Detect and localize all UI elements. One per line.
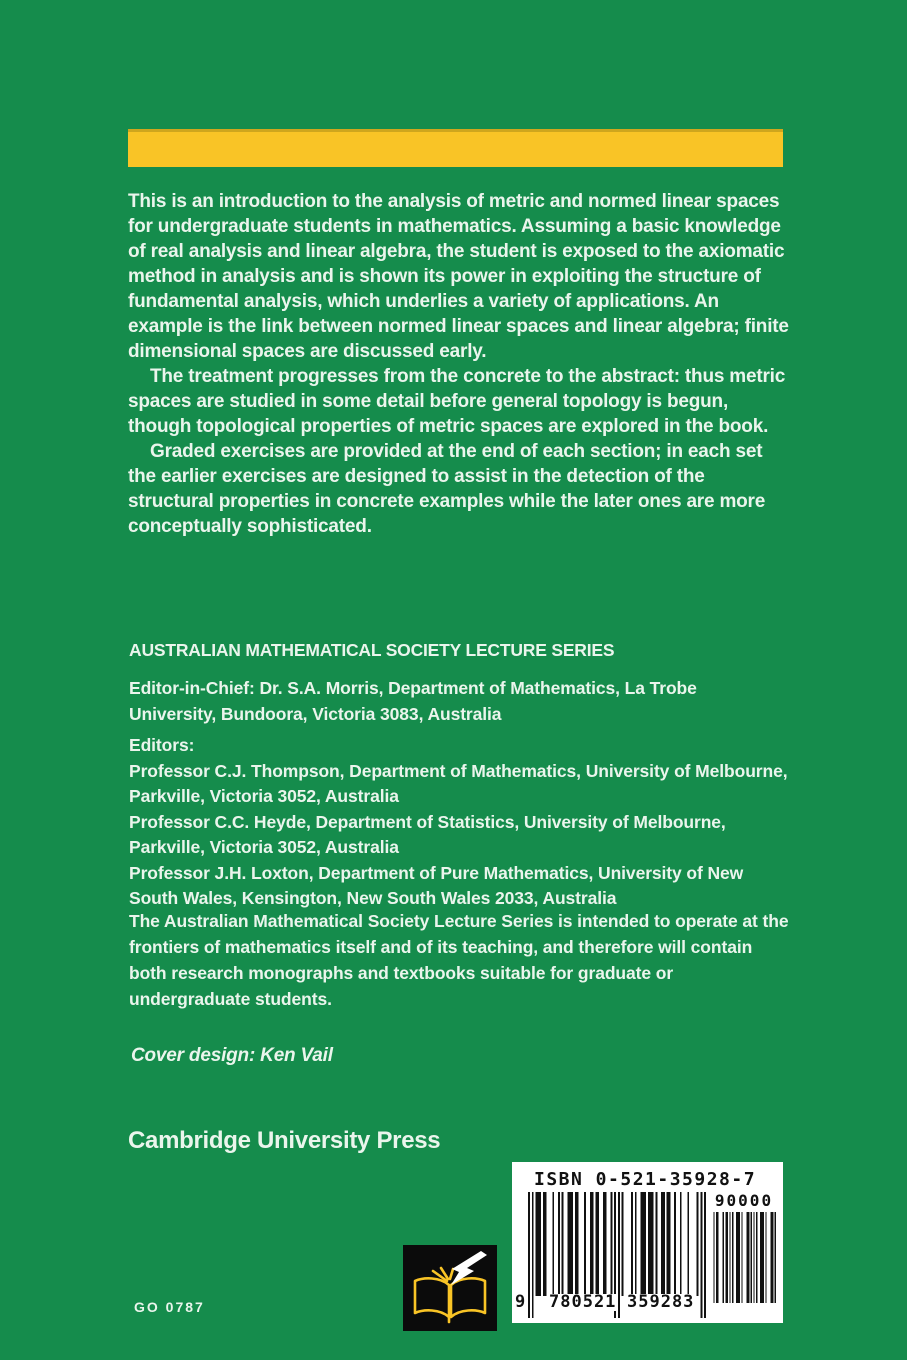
cover-design-credit: Cover design: Ken Vail: [131, 1045, 333, 1066]
blurb-paragraph-1: This is an introduction to the analysis of metric and normed linear spaces for undergraduate students in mathematics. Assuming a basic knowledge of real analysis and linear algebra, the student is exposed to the axiomatic method in analysis and is shown its power in exploiting the structure of fundamental analysis, which underlies a variety of applications. An example is the link between normed linear spaces and linear algebra; finite dimensional spaces are discussed early.: [128, 191, 789, 362]
ean-digit-group: 9: [515, 1292, 527, 1312]
editor-entry: Professor C.J. Thompson, Department of Mathematics, University of Melbourne, Parkville, Victoria 3052, Australia: [129, 760, 788, 806]
blurb-paragraph-2: The treatment progresses from the concrete to the abstract: thus metric spaces are studied in some detail before general topology is begun, though topological properties of metric spaces are explored in the book.: [128, 366, 786, 437]
publisher-logo: [403, 1245, 497, 1331]
editor-entry: Professor J.H. Loxton, Department of Pure Mathematics, University of New South Wales, Kensington, New South Wales 2033, Australia: [129, 862, 744, 908]
ean-digit-group: 780521: [549, 1292, 617, 1312]
publisher-name: Cambridge University Press: [128, 1127, 441, 1154]
editor-in-chief: Editor-in-Chief: Dr. S.A. Morris, Department of Mathematics, La Trobe University, Bundoora, Victoria 3083, Australia: [129, 678, 697, 724]
series-about: The Australian Mathematical Society Lecture Series is intended to operate at the frontiers of mathematics itself and of its teaching, and therefore will contain both research monographs and textbooks suitable for graduate or undergraduate students.: [129, 911, 789, 1009]
ean5-barcode-bars: [712, 1212, 776, 1303]
series-heading: AUSTRALIAN MATHEMATICAL SOCIETY LECTURE SERIES: [129, 640, 615, 660]
isbn-barcode: [512, 1162, 783, 1323]
isbn-label: ISBN 0-521-35928-7: [534, 1169, 757, 1190]
editors-block: [129, 733, 793, 912]
title-band: [128, 129, 783, 167]
open-book-lightning-icon: [403, 1245, 497, 1331]
ean-digit-group: 359283: [627, 1292, 695, 1312]
blurb: [128, 189, 792, 539]
blurb-paragraph-3: Graded exercises are provided at the end of each section; in each set the earlier exercises are designed to assist in the detection of the structural properties in concrete examples while the later ones are more conceptually sophisticated.: [128, 441, 766, 537]
print-code: GO 0787: [134, 1299, 205, 1315]
editor-entry: Professor C.C. Heyde, Department of Statistics, University of Melbourne, Parkville, Victoria 3052, Australia: [129, 811, 726, 857]
supplement-code: 90000: [714, 1191, 774, 1210]
editors-label: Editors:: [129, 735, 195, 755]
